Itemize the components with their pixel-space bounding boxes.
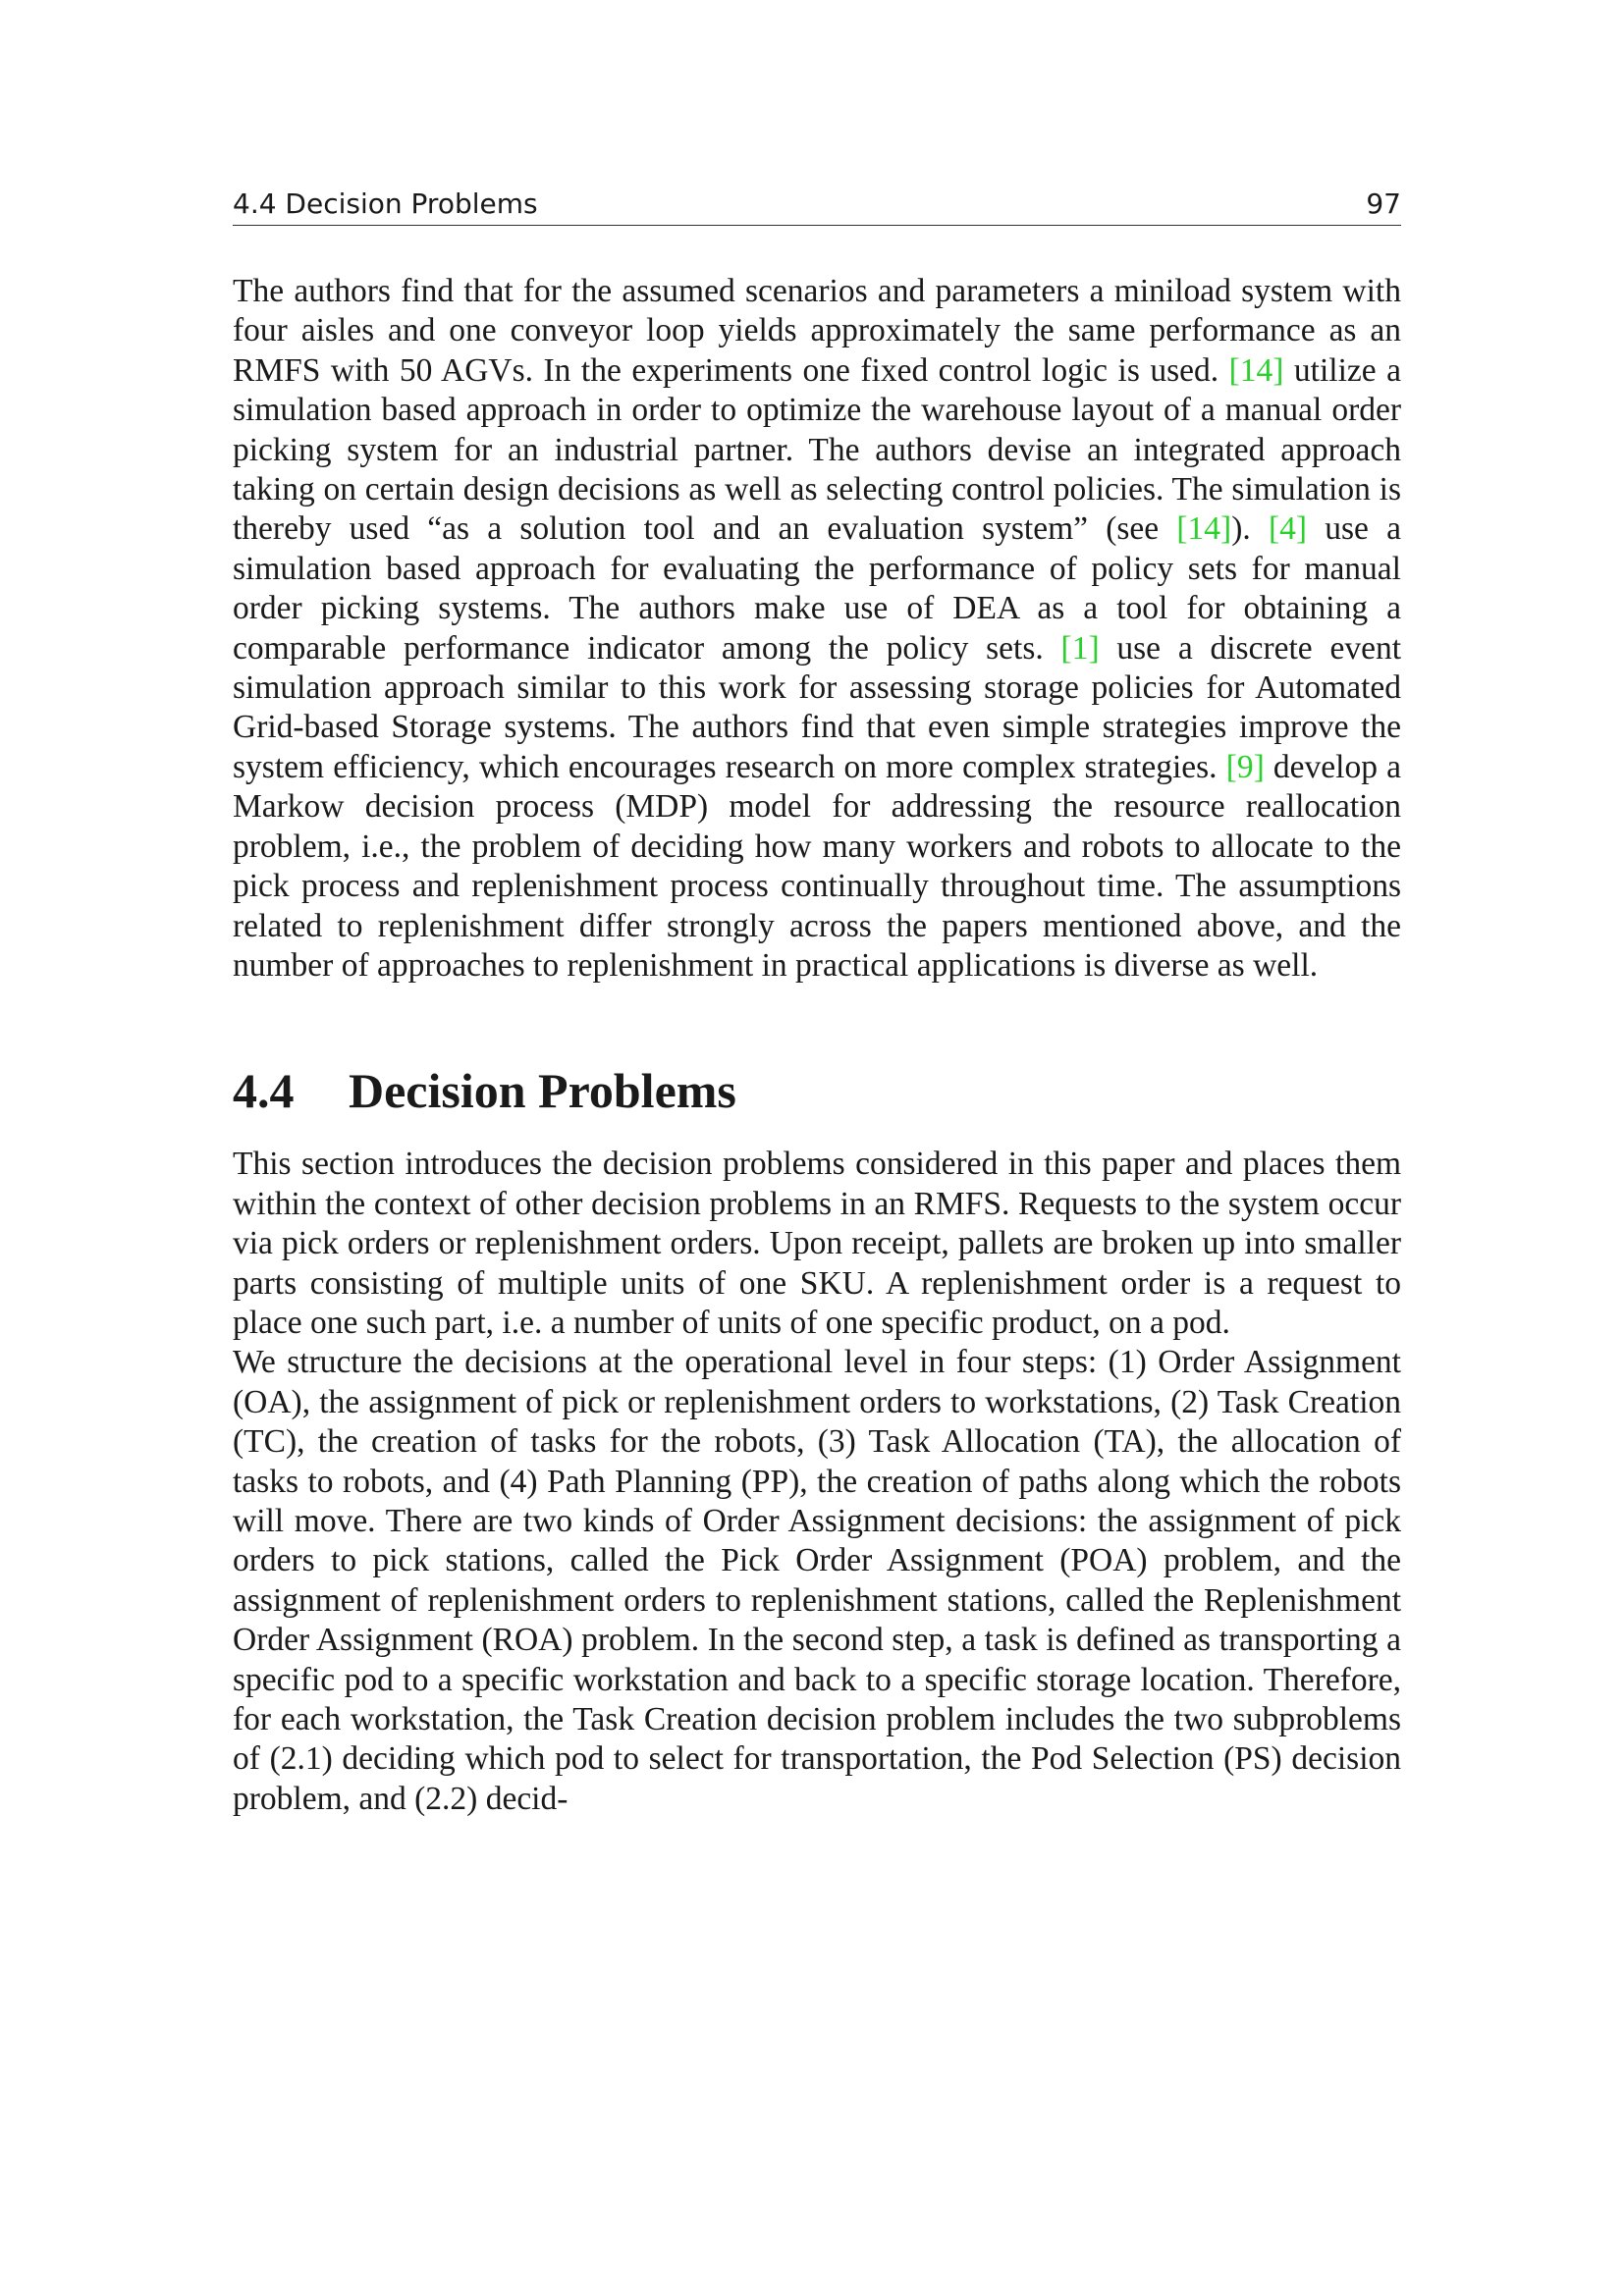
header-section-title: 4.4 Decision Problems (233, 187, 538, 220)
citation-link[interactable]: [14] (1228, 351, 1284, 389)
paragraph-related-work (233, 272, 1401, 986)
text-run: utilize a simulation based approach in order to optimize the warehouse layout of a manual order picking system for an industrial partner. The authors devise an integrated approach taking on certain design decisions as well as selecting control policies. The simulation is thereby used “as a solution tool and an evaluation system” (see (233, 351, 1401, 548)
text-run: develop a Markow decision process (MDP) model for addressing the resource reallocation problem, i.e., the problem of deciding how many workers and robots to allocate to the pick process and replenishment process continually throughout time. The assumptions related to replenishment differ strongly across the papers mentioned above, and the number of approaches to replenishment in practical applications is diverse as well. (233, 748, 1402, 984)
citation-link[interactable]: [9] (1225, 748, 1265, 785)
citation-link[interactable]: [4] (1268, 510, 1308, 548)
section-title: Decision Problems (349, 1063, 736, 1119)
text-run: ). (1231, 510, 1269, 548)
text-run: The authors find that for the assumed scenarios and parameters a miniload system with four aisles and one conveyor loop yields approximately the same performance as an RMFS with 50 AGVs. In the experiments one fixed control logic is used. (233, 273, 1401, 389)
citation-link[interactable]: [14] (1176, 510, 1232, 548)
text-run: use a simulation based approach for evaluating the performance of policy sets for manual order picking systems. The authors make use of DEA as a tool for obtaining a comparable performance indicator among the policy sets. (233, 510, 1402, 667)
running-header (233, 187, 1401, 226)
page (233, 187, 1401, 1819)
text-run: use a discrete event simulation approach similar to this work for assessing storage policies for Automated Grid-based Storage systems. The authors find that even simple strategies improve the system efficiency, which encourages research on more complex strategies. (233, 629, 1401, 785)
citation-link[interactable]: [1] (1060, 629, 1100, 667)
section-heading (233, 1061, 1401, 1120)
paragraph-section-intro: This section introduces the decision problems considered in this paper and places them within the context of other decision problems in an RMFS. Requests to the system occur via pick orders or replenishment orders. Upon receipt, pallets are broken up into smaller parts consisting of multiple units of one SKU. A replenishment order is a request to place one such part, i.e. a number of units of one specific product, on a pod. (233, 1146, 1401, 1341)
section-number: 4.4 (233, 1063, 295, 1119)
header-page-number: 97 (1366, 187, 1401, 220)
paragraph-decision-structure: We structure the decisions at the operational level in four steps: (1) Order Assignment (OA), the assignment of pick or replenishment orders to workstations, (2) Task Creation (TC), the creation of tasks for the robots, (3) Task Allocation (TA), the allocation of tasks to robots, and (4) Path Planning (PP), the creation of paths along which the robots will move. There are two kinds of Order Assignment decisions: the assignment of pick orders to pick stations, called the Pick Order Assignment (POA) problem, and the assignment of replenishment orders to replenishment stations, called the Replenishment Order Assignment (ROA) problem. In the second step, a task is defined as transporting a specific pod to a specific workstation and back to a specific storage location. Therefore, for each workstation, the Task Creation decision problem includes the two subproblems of (2.1) deciding which pod to select for transportation, the Pod Selection (PS) decision problem, and (2.2) decid- (233, 1344, 1401, 1817)
